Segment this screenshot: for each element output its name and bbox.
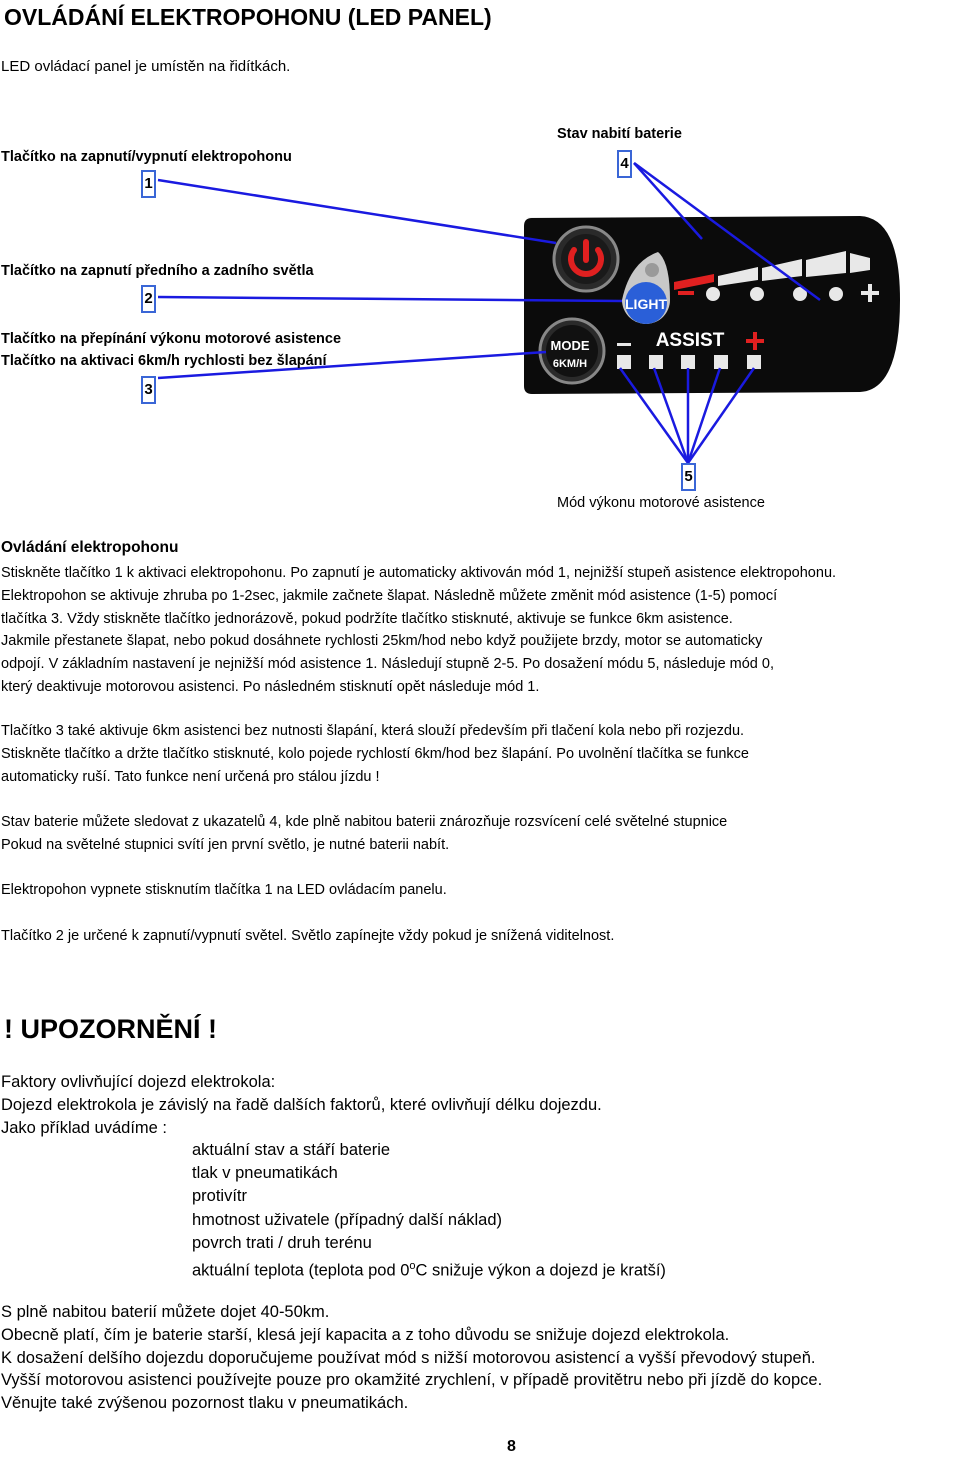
led-panel-diagram xyxy=(0,0,960,520)
paragraph-6km: Tlačítko 3 také aktivuje 6km asistenci bez nutnosti šlapání, která slouží především při tlačení kola nebo při rozjezdu. Stiskněte tlačítko a držte tlačítko stisknuté, kolo pojede rychlostí 6km/hod bez šlapání. Po uvolnění tlačítka se funkce automaticky ruší. Tato funkce není určená pro stálou jízdu ! xyxy=(1,723,749,785)
factors-list xyxy=(192,1139,666,1283)
callout-3-label-2: Tlačítko na aktivaci 6km/h rychlosti bez šlapání xyxy=(1,353,327,369)
mode-label: MODE xyxy=(550,338,590,353)
paragraph-off: Elektropohon vypnete stisknutím tlačítka 1 na LED ovládacím panelu. xyxy=(1,882,447,898)
final-paragraph: S plně nabitou baterií můžete dojet 40-50km. Obecně platí, čím je baterie starší, klesá její kapacita a z toho důvodu se snižuje dojezd elektrokola. K dosažení delšího dojezdu doporučujeme používat mód s nižší motorovou asistencí a vyšší převodový stupeň. Vyšší motorovou asistenci používejte pouze pro okamžité zrychlení, v případě provitětru nebo při jízdě do kopce. Věnujte také zvýšenou pozornost tlaku v pneumatikách. xyxy=(1,1303,823,1413)
callout-5-label: Mód výkonu motorové asistence xyxy=(557,495,765,511)
callout-5-number: 5 xyxy=(681,463,696,491)
callout-2-label: Tlačítko na zapnutí předního a zadního světla xyxy=(1,263,314,279)
list-item-temperature: aktuální teplota (teplota pod 0$^o$C snižuje výkon a dojezd je kratší) xyxy=(192,1260,666,1280)
list-item: aktuální stav a stáří baterie xyxy=(192,1141,391,1159)
callout-3-label-1: Tlačítko na přepínání výkonu motorové asistence xyxy=(1,331,342,347)
mode-sub-label: 6KM/H xyxy=(552,358,588,370)
list-item: tlak v pneumatikách xyxy=(192,1164,338,1183)
callout-4-number: 4 xyxy=(617,150,632,178)
callout-1-label: Tlačítko na zapnutí/vypnutí elektropohonu xyxy=(1,149,292,165)
control-heading: Ovládání elektropohonu xyxy=(1,539,179,556)
callout-1-number: 1 xyxy=(141,170,156,198)
warning-heading: ! UPOZORNĚNÍ ! xyxy=(4,1014,217,1044)
control-paragraph: Stiskněte tlačítko 1 k aktivaci elektropohonu. Po zapnutí je automaticky aktivován mód 1, nejnižší stupeň asistence elektropohonu. Elektropohon se aktivuje zhruba po 1-2sec, jakmile začnete šlapat. Následně můžete změnit mód asistence (1-5) pomocí tlačítka 3. Vždy stiskněte tlačítko jednorázově, pokud podržíte tlačítko stisknuté, aktivuje se funkce 6km asistence. Jakmile přestanete šlapat, nebo pokud dosáhnete rychlosti 25km/hod nebo když použijete brzdy, motor se automaticky odpojí. V základním nastavení je nejnižší mód asistence 1. Následují stupně 2-5. Po dosažení módu 5, následuje mód 0, který deaktivuje motorovou asistenci. Po následném stisknutí opět následuje mód 1. xyxy=(1,565,837,695)
page-title: OVLÁDÁNÍ ELEKTROPOHONU (LED PANEL) xyxy=(4,4,492,30)
assist-minus-icon xyxy=(617,343,631,346)
callout-4-label: Stav nabití baterie xyxy=(557,126,682,142)
list-item: hmotnost uživatele (případný další náklad) xyxy=(192,1210,503,1229)
page-number: 8 xyxy=(507,1438,516,1455)
light-label: LIGHT xyxy=(625,296,667,312)
list-item: protivítr xyxy=(192,1187,248,1206)
paragraph-light: Tlačítko 2 je určené k zapnutí/vypnutí světel. Světlo zapínejte vždy pokud je snížená viditelnost. xyxy=(1,928,615,944)
list-item: povrch trati / druh terénu xyxy=(192,1233,372,1252)
callout-3-number: 3 xyxy=(141,376,156,404)
intro-text: LED ovládací panel je umístěn na řidítkách. xyxy=(1,58,291,75)
assist-label: ASSIST xyxy=(655,330,725,351)
paragraph-battery: Stav baterie můžete sledovat z ukazatelů 4, kde plně nabitou baterii znározňuje rozsvícení celé světelné stupnice Pokud na světelné stupnici svítí jen první světlo, je nutné baterii nabít. xyxy=(1,814,728,853)
power-button-icon xyxy=(554,227,618,291)
factors-paragraph: Faktory ovlivňující dojezd elektrokola: Dojezd elektrokola je závislý na řadě dalších faktorů, které ovlivňují délku dojezdu. Jako příklad uvádíme : xyxy=(1,1073,602,1137)
callout-2-number: 2 xyxy=(141,285,156,313)
